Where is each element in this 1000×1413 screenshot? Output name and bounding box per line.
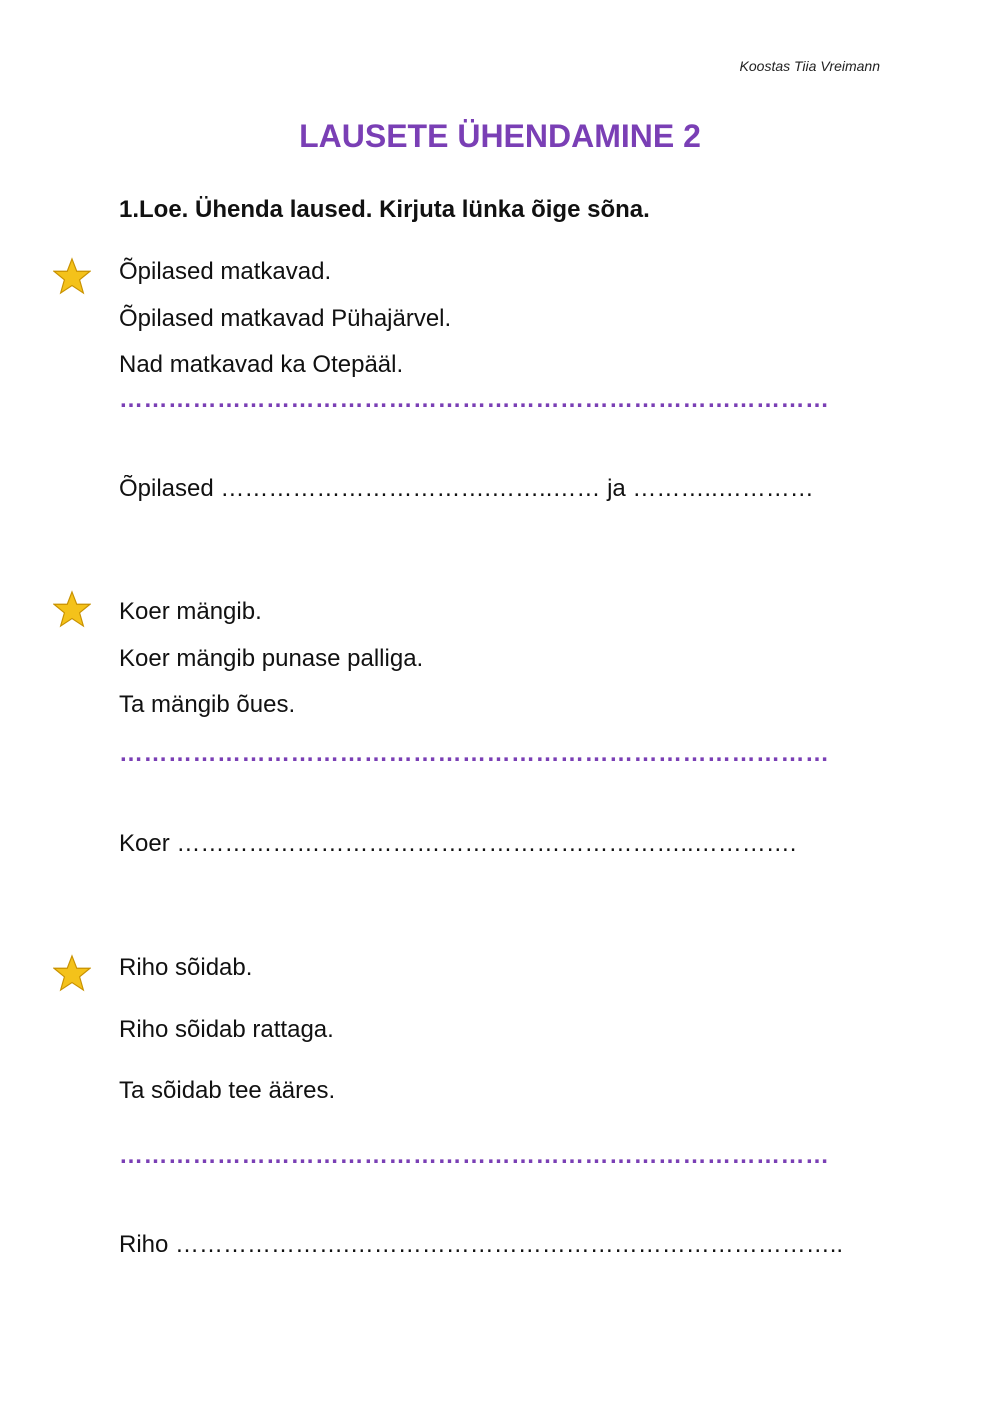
fill-in-1[interactable]: Õpilased …………………………….……..…… ja ………..………… bbox=[119, 475, 814, 502]
sentence-2-1: Koer mängib. bbox=[119, 598, 262, 625]
fill-in-2[interactable]: Koer ………………………………………………………..…………. bbox=[119, 830, 797, 857]
star-icon bbox=[53, 257, 91, 295]
sentence-3-2: Riho sõidab rattaga. bbox=[119, 1016, 334, 1043]
sentence-1-1: Õpilased matkavad. bbox=[119, 258, 332, 285]
author-credit: Koostas Tiia Vreimann bbox=[739, 58, 880, 74]
sentence-2-2: Koer mängib punase palliga. bbox=[119, 645, 424, 672]
sentence-1-2: Õpilased matkavad Pühajärvel. bbox=[119, 305, 452, 332]
answer-line-2[interactable]: …………………………………………………………………………… bbox=[119, 740, 830, 767]
sentence-1-3: Nad matkavad ka Otepääl. bbox=[119, 351, 404, 378]
sentence-2-3: Ta mängib õues. bbox=[119, 691, 296, 718]
answer-line-1[interactable]: …………………………………………………………………………… bbox=[119, 386, 830, 413]
sentence-3-3: Ta sõidab tee ääres. bbox=[119, 1077, 336, 1104]
page-title: LAUSETE ÜHENDAMINE 2 bbox=[299, 118, 701, 154]
fill-in-3[interactable]: Riho ………………….…………………………………………………….. bbox=[119, 1231, 844, 1258]
sentence-3-1: Riho sõidab. bbox=[119, 954, 253, 981]
answer-line-3[interactable]: …………………………………………………………………………… bbox=[119, 1142, 830, 1169]
star-icon bbox=[53, 954, 91, 992]
star-icon bbox=[53, 590, 91, 628]
task-instruction: 1.Loe. Ühenda laused. Kirjuta lünka õige sõna. bbox=[119, 196, 650, 223]
